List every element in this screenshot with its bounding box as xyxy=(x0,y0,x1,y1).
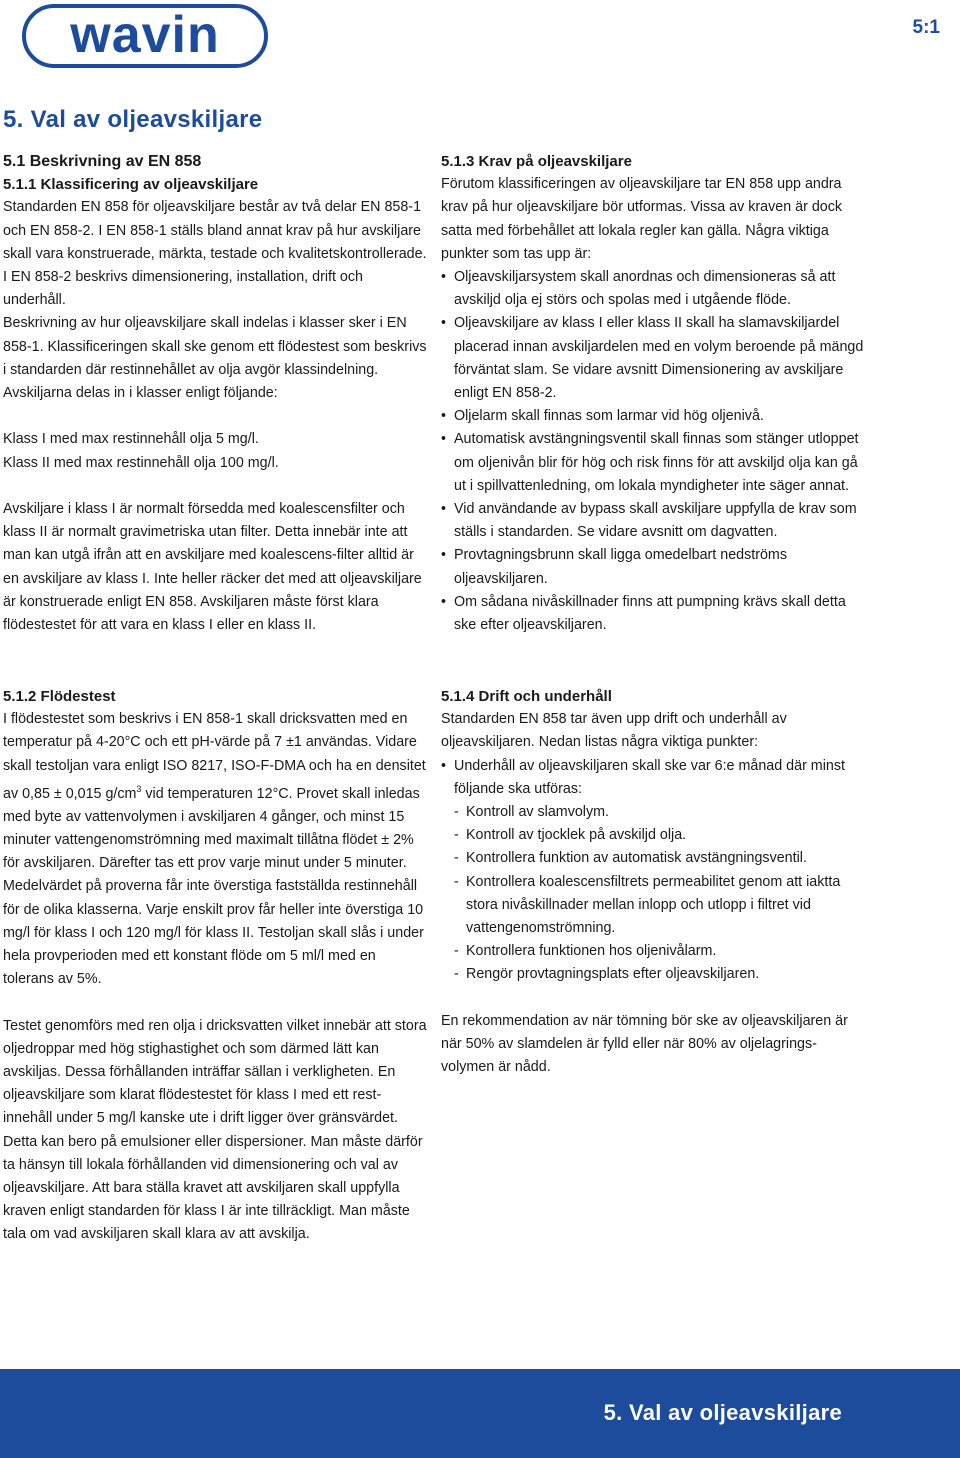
class-definition: Klass II med max restinnehåll olja 100 mg/l. xyxy=(3,454,279,471)
class-definition: Klass I med max restinnehåll olja 5 mg/l. xyxy=(3,431,259,448)
paragraph: Beskrivning av hur oljeavskiljare skall indelas i klasser sker i EN 858-1. Klassificeringen skall ske genom ett flödestest som beskrivs i standarden där restinnehållet av olja avgör klassindelning. Avskiljarna delas in i klasser enligt följande: xyxy=(3,315,427,402)
list-item: • Om sådana nivåskillnader finns att pumpning krävs skall detta ske efter oljeavskiljaren. xyxy=(441,591,866,637)
section-heading-5-1: 5.1 Beskrivning av EN 858 xyxy=(3,153,202,170)
chapter-title: 5. Val av oljeavskiljare xyxy=(3,106,263,133)
section-heading-5-1-4: 5.1.4 Drift och underhåll xyxy=(441,688,612,705)
list-item: • Oljelarm skall finnas som larmar vid hög oljenivå. xyxy=(441,405,866,428)
section-heading-5-1-1: 5.1.1 Klassificering av oljeavskiljare xyxy=(3,176,259,194)
list-item: • Provtagningsbrunn skall ligga omedelbart nedströms oljeavskiljaren. xyxy=(441,544,866,590)
right-column-bottom xyxy=(441,685,866,1079)
list-item xyxy=(441,755,866,987)
sub-list-item: - Kontrollera funktion av automatisk avstängningsventil. xyxy=(454,847,866,870)
sub-list-item: - Kontroll av slamvolym. xyxy=(454,801,866,824)
section-heading-5-1-2: 5.1.2 Flödestest xyxy=(3,688,116,705)
list-item: • Oljeavskiljarsystem skall anordnas och dimensioneras så att avskiljd olja ej störs och spolas med i utgående flöde. xyxy=(441,266,866,312)
paragraph: Förutom klassificeringen av oljeavskiljare tar EN 858 upp andra krav på hur oljeavskiljare bör utformas. Vissa av kraven är dock satta med förbehållet att lokala regler kan gälla. Några viktiga punkter som tas upp är: xyxy=(441,176,843,262)
requirements-list xyxy=(441,266,866,637)
wavin-logo xyxy=(22,4,268,68)
right-column-top xyxy=(441,150,866,637)
left-column-bottom xyxy=(3,685,428,1247)
page-number: 5:1 xyxy=(912,17,940,38)
paragraph: Standarden EN 858 för oljeavskiljare består av två delar EN 858-1 och EN 858-2. I EN 858-1 ställs bland annat krav på hur avskiljare skall vara konstruerade, märkta, testade och kvalitetskontrollerade. I EN 858-2 beskrivs dimensionering, installation, drift och underhåll. xyxy=(3,199,427,309)
paragraph: Standarden EN 858 tar även upp drift och underhåll av oljeavskiljaren. Nedan listas några viktiga punkter: xyxy=(441,711,787,751)
maintenance-list xyxy=(441,755,866,987)
list-item: • Oljeavskiljare av klass I eller klass II skall ha slamavskiljardel placerad innan avskiljardelen med en volym beroende på mängd förväntat slam. Se vidare avsnitt Dimensionering av avskiljare enligt EN 858-2. xyxy=(441,312,866,405)
sub-list-item: - Kontrollera funktionen hos oljenivålarm. xyxy=(454,940,866,963)
section-heading-5-1-3: 5.1.3 Krav på oljeavskiljare xyxy=(441,153,632,170)
footer-title: 5. Val av oljeavskiljare xyxy=(603,1400,842,1425)
sub-list-item: - Kontroll av tjocklek på avskiljd olja. xyxy=(454,824,866,847)
paragraph: Testet genomförs med ren olja i dricksvatten vilket innebär att stora oljedroppar med hög stighastighet och som därmed lätt kan avskiljas. Dessa förhållanden inträffar sällan i verkligheten. En oljeavskiljare som klarat flödestestet för klass I med ett rest-innehåll under 5 mg/l kanske ute i drift ligger över gränsvärdet. Detta kan bero på emulsioner eller dispersioner. Man måste därför ta hänsyn till lokala förhållanden vid dimensionering och val av oljeavskiljare. Att bara ställa kravet att avskiljaren skall uppfylla kraven enligt standarden för klass I är inte tillräckligt. Man måste tala om vad avskiljaren skall klara av att avskilja. xyxy=(3,1017,427,1243)
footer-bar xyxy=(0,1369,960,1458)
list-item: • Vid användande av bypass skall avskiljare uppfylla de krav som ställs i standarden. Se vidare avsnitt om dagvatten. xyxy=(441,498,866,544)
left-column-top xyxy=(3,150,428,637)
sub-list-item: - Rengör provtagningsplats efter oljeavskiljaren. xyxy=(454,963,866,986)
paragraph xyxy=(3,708,428,991)
list-item-text: Underhåll av oljeavskiljaren skall ske var 6:e månad där minst följande ska utföras: xyxy=(454,757,845,797)
superscript: 3 xyxy=(136,783,142,794)
paragraph-text: I flödestestet som beskrivs i EN 858-1 skall dricksvatten med en temperatur på 4-20°C och ett pH-värde på 7 ±1 användas. Vidare skall testoljan vara enligt ISO 8217, ISO-F-DMA och ha en densitet av 0,85 ± 0,015 g/cm xyxy=(3,711,426,802)
list-item: • Automatisk avstängningsventil skall finnas som stänger utloppet om oljenivån blir för hög och risk finns för att avskiljd olja kan gå ut i spillvattenledning, om lokala myndigheter inte säger annat. xyxy=(441,428,866,498)
paragraph: Avskiljare i klass I är normalt försedda med koalescensfilter och klass II är normalt gravimetriska utan filter. Detta innebär inte att man kan utgå ifrån att en avskiljare med koalescens-filter alltid är en avskiljare av klass I. Inte heller räcker det med att oljeavskiljare är konstruerade enligt EN 858. Avskiljaren måste först klara flödestestet för att vara en klass I eller en klass II. xyxy=(3,501,422,634)
paragraph-text: vid temperaturen 12°C. Provet skall inledas med byte av vattenvolymen i avskiljaren 4 gånger, och minst 15 minuter vattengenomströmning med maximalt tillåtna flödet ± 2% för avskiljaren. Därefter tas ett prov varje minut under 5 minuter. Medelvärdet på proverna får inte överstiga fastställda restinnehåll för de olika klasserna. Varje enskilt prov får heller inte överstiga 10 mg/l för klass I och 120 mg/l för klass II. Testoljan skall slås i under hela provperioden med ett konstant flöde om 5 ml/l med en tolerans av 5%. xyxy=(3,785,424,988)
maintenance-sublist xyxy=(454,801,866,987)
sub-list-item: - Kontrollera koalescensfiltrets permeabilitet genom att iaktta stora nivåskillnader mellan inlopp och utlopp i filtret vid vattengenomströmning. xyxy=(454,871,866,941)
paragraph: En rekommendation av när tömning bör ske av oljeavskiljaren är när 50% av slamdelen är fylld eller när 80% av oljelagrings-volymen är nådd. xyxy=(441,1012,848,1076)
wavin-logo-wordmark: wavin xyxy=(70,6,220,64)
